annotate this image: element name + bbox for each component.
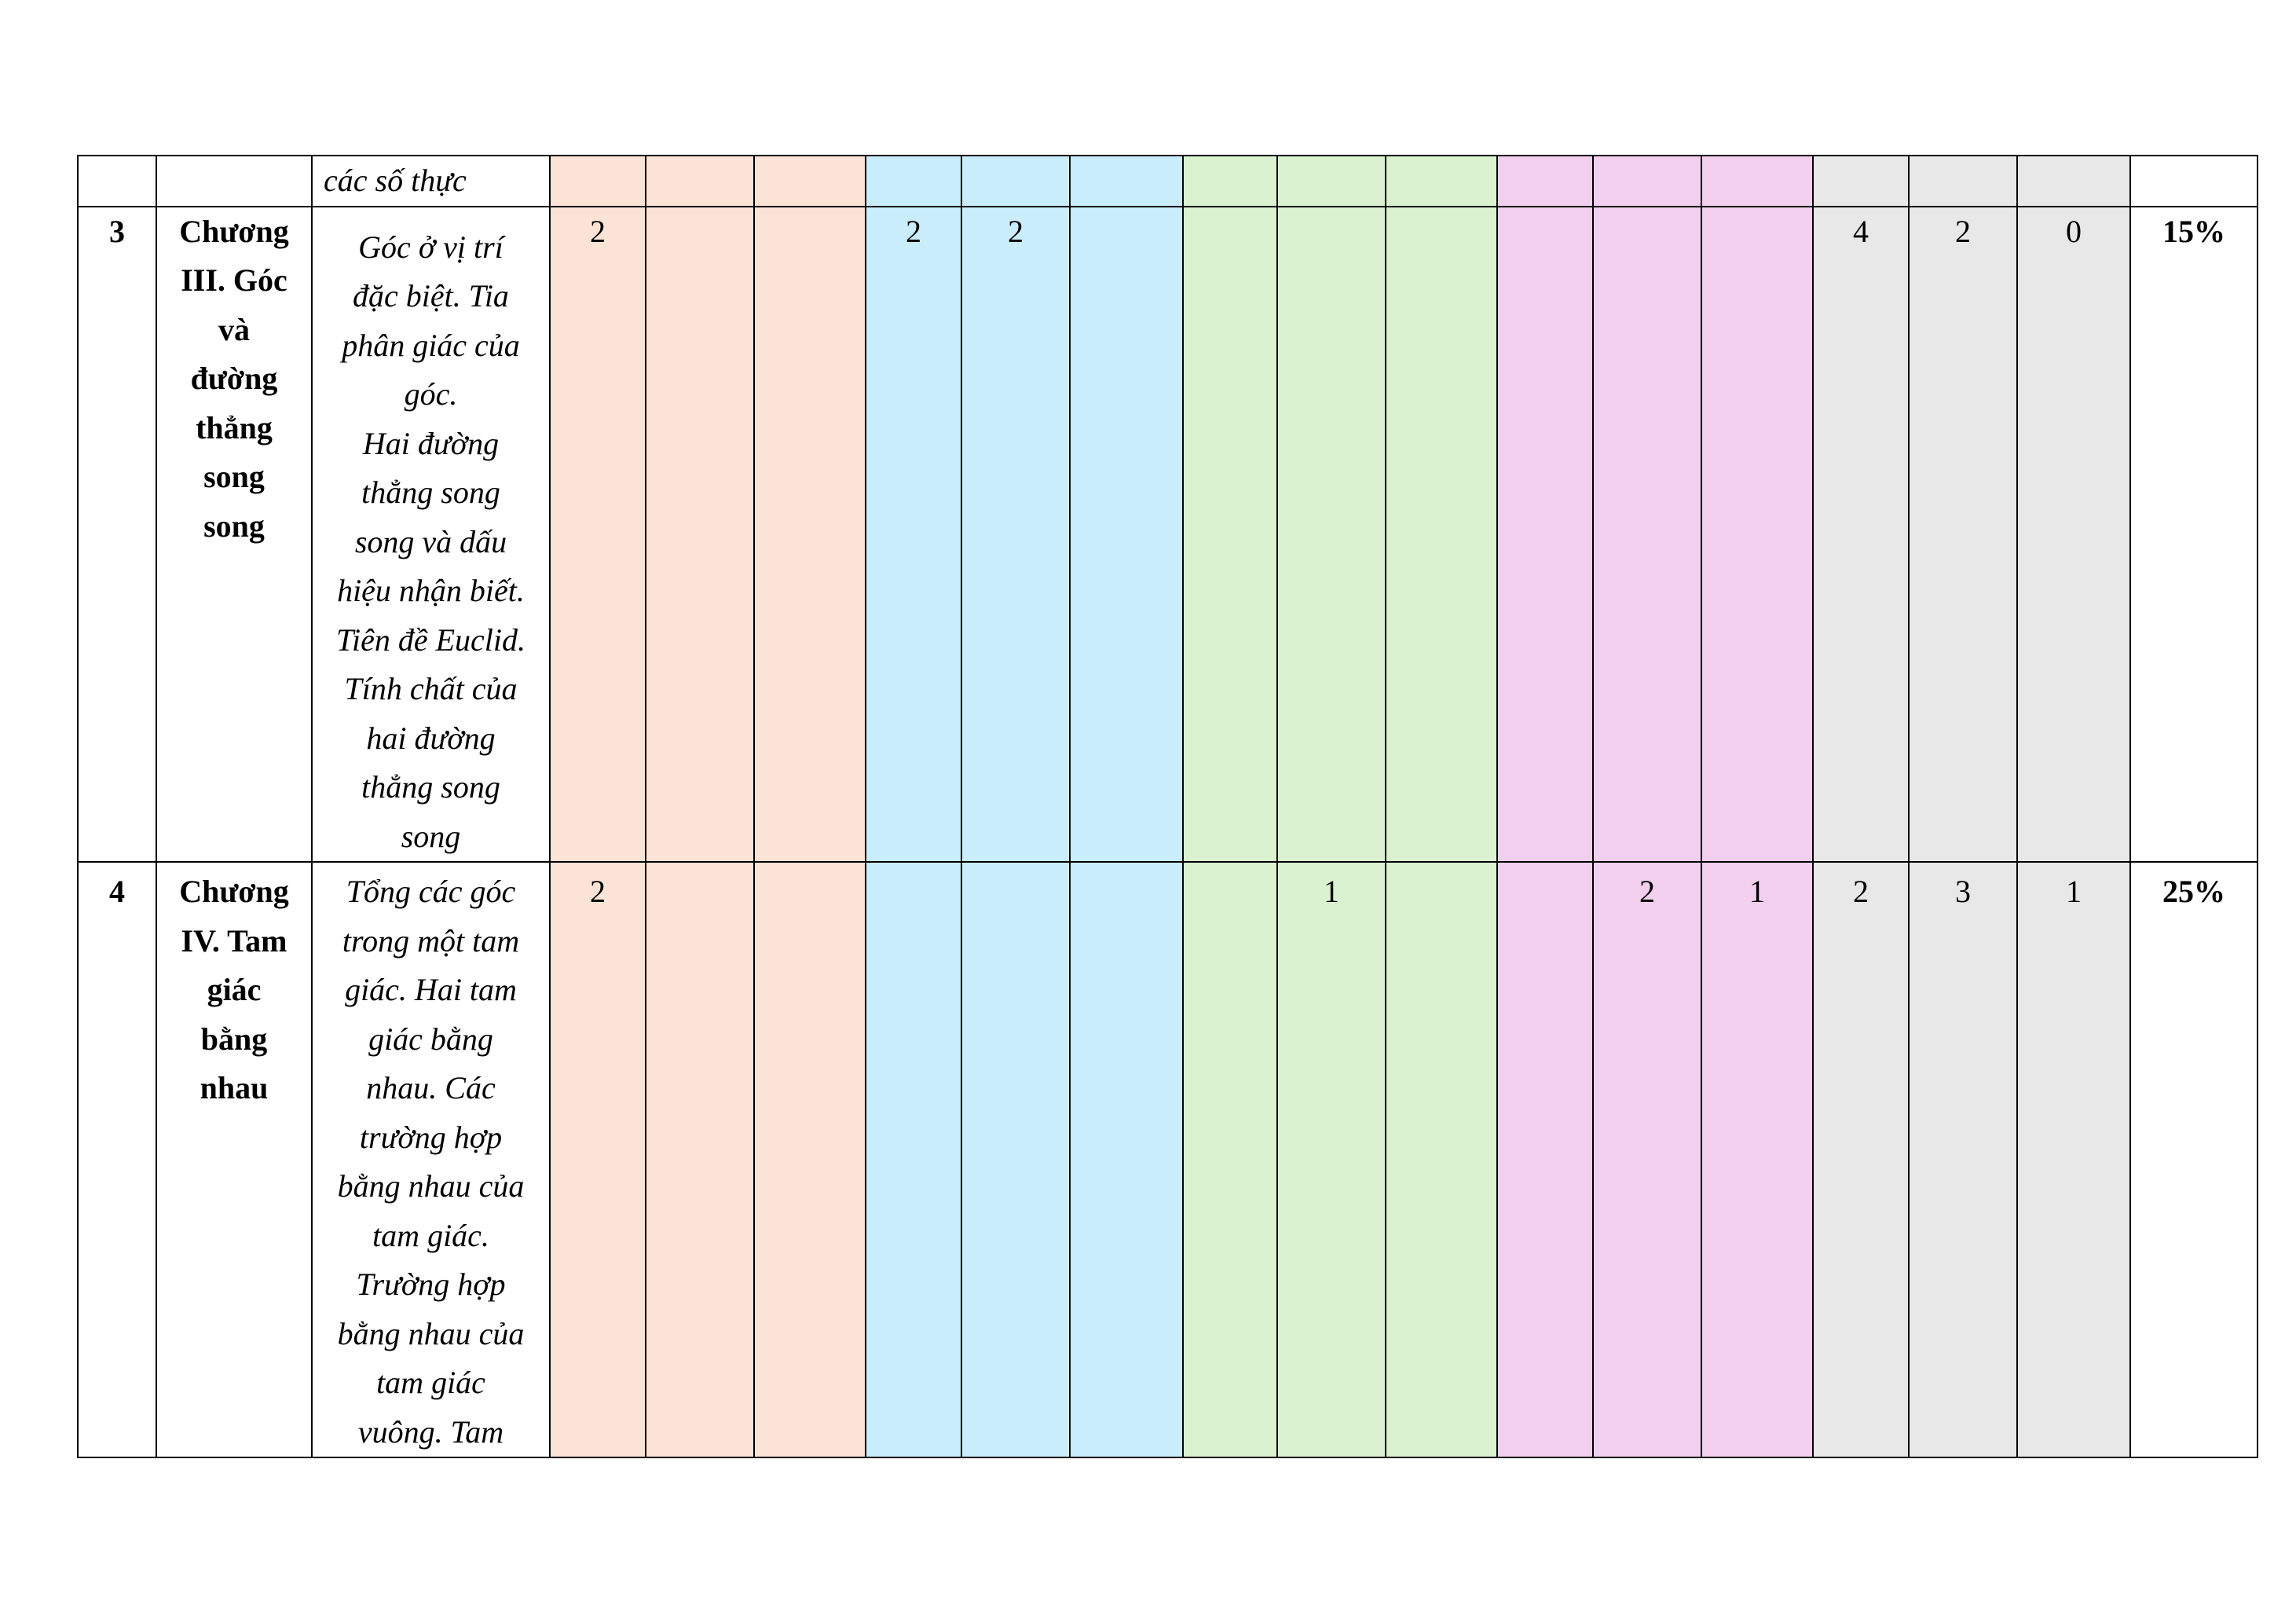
level-cell (1070, 156, 1183, 207)
chapter-line: IV. Tam (181, 922, 287, 959)
level-cell (1386, 862, 1497, 1457)
topic-line: đặc biệt. Tia (353, 278, 509, 313)
total-value: 2 (1853, 874, 1869, 909)
topic-line: Trường hợp (356, 1267, 506, 1302)
total-cell (2017, 156, 2130, 207)
chapter-line: giác (207, 972, 262, 1007)
topic-line: nhau. Các (366, 1070, 496, 1105)
level-cell (754, 156, 866, 207)
topic-line: song (401, 818, 461, 854)
topic-line: tam giác (376, 1365, 485, 1400)
level-cell (1701, 862, 1813, 1457)
percent-value: 25% (2162, 874, 2225, 909)
level-value (646, 863, 753, 867)
chapter-line: thẳng (196, 409, 273, 445)
level-cell (866, 156, 961, 207)
chapter-line: song (203, 508, 265, 544)
chapter-cell (156, 156, 312, 207)
total-value: 3 (1955, 874, 1971, 909)
topic-line: giác bằng (368, 1021, 493, 1057)
level-cell (866, 862, 961, 1457)
topic-cell (312, 862, 550, 1457)
topic-line: góc. (404, 376, 458, 412)
topic-line: trong một tam (342, 922, 520, 959)
total-cell: 2 (1909, 207, 2017, 863)
table-row (78, 862, 2258, 1457)
level-cell (1070, 207, 1183, 863)
level-cell (1497, 862, 1593, 1457)
level-cell (1277, 862, 1386, 1457)
level-cell (754, 207, 866, 863)
topic-line: giác. Hai tam (345, 972, 517, 1007)
table-row (78, 207, 2258, 863)
level-cell (1277, 207, 1386, 863)
topic-line: Tính chất của (344, 671, 518, 706)
level-cell (646, 207, 754, 863)
total-cell (1813, 156, 1909, 207)
level-cell (1593, 156, 1701, 207)
level-value: 1 (1324, 874, 1339, 909)
topic-line: thẳng song (361, 769, 500, 805)
level-value (962, 863, 1069, 867)
total-cell: 0 (2017, 207, 2130, 863)
level-cell (1183, 862, 1277, 1457)
exam-matrix-table (77, 155, 2258, 1458)
topic-cell (312, 207, 550, 863)
level-cell (1497, 156, 1593, 207)
level-cell: 2 (550, 207, 646, 863)
stt-value: 4 (109, 874, 125, 909)
level-cell (961, 156, 1070, 207)
topic-cell (312, 156, 550, 207)
level-cell (1386, 207, 1497, 863)
chapter-cell (156, 207, 312, 863)
chapter-cell (156, 862, 312, 1457)
level-cell (754, 862, 866, 1457)
level-cell (646, 862, 754, 1457)
level-value: 2 (590, 874, 606, 909)
level-value (1184, 863, 1276, 867)
level-cell (961, 862, 1070, 1457)
level-cell (1593, 862, 1701, 1457)
stt-cell (78, 862, 156, 1457)
level-value: 1 (1749, 874, 1765, 909)
topic-line: tam giác. (372, 1217, 489, 1253)
total-value: 1 (2066, 874, 2082, 909)
level-cell (1070, 862, 1183, 1457)
chapter-line: nhau (200, 1070, 269, 1105)
level-value (1386, 863, 1496, 867)
level-cell (1386, 156, 1497, 207)
total-cell (2017, 862, 2130, 1457)
stt-cell (78, 156, 156, 207)
level-value (1498, 863, 1592, 867)
chapter-line: III. Góc (181, 262, 287, 298)
level-cell (1593, 207, 1701, 863)
topic-line: Hai đường (362, 425, 500, 461)
level-value (1071, 863, 1182, 867)
chapter-line: đường (190, 361, 278, 396)
topic-line: bằng nhau của (337, 1315, 525, 1351)
level-cell (550, 156, 646, 207)
chapter-line: bằng (200, 1021, 268, 1057)
topic-line: hai đường (366, 720, 496, 756)
total-cell (1909, 862, 2017, 1457)
chapter-line: Chương (179, 874, 289, 909)
percent-cell (2130, 156, 2258, 207)
level-cell: 2 (866, 207, 961, 863)
topic-line: vuông. Tam (357, 1413, 504, 1450)
level-cell (1701, 156, 1813, 207)
percent-cell (2130, 862, 2258, 1457)
total-cell (1909, 156, 2017, 207)
level-cell (1701, 207, 1813, 863)
level-cell (1497, 207, 1593, 863)
level-cell (1277, 156, 1386, 207)
topic-line: Tiên đề Euclid. (335, 621, 526, 658)
topic-line: song và dấu (354, 523, 507, 559)
topic-line: Tổng các góc (346, 874, 516, 909)
level-cell (1183, 207, 1277, 863)
level-value (866, 863, 961, 867)
total-cell: 4 (1813, 207, 1909, 863)
total-cell (1813, 862, 1909, 1457)
level-cell (550, 862, 646, 1457)
topic-line: thẳng song (361, 475, 500, 510)
level-cell: 2 (961, 207, 1070, 863)
chapter-line: và (218, 311, 250, 347)
topic-line: hiệu nhận biết. (337, 573, 525, 608)
topic-line: Góc ở vị trí (358, 229, 504, 265)
topic-line: các số thực (324, 163, 467, 198)
table-row (78, 156, 2258, 207)
level-value (755, 863, 865, 867)
topic-line: trường hợp (359, 1119, 503, 1155)
topic-line: phân giác của (342, 327, 520, 363)
level-cell (1183, 156, 1277, 207)
level-value: 2 (1639, 874, 1655, 909)
chapter-line: Chương (179, 213, 289, 249)
chapter-line: song (203, 459, 265, 494)
stt-cell: 3 (78, 207, 156, 863)
level-cell (646, 156, 754, 207)
percent-cell: 15% (2130, 207, 2258, 863)
topic-line: bằng nhau của (337, 1168, 525, 1204)
